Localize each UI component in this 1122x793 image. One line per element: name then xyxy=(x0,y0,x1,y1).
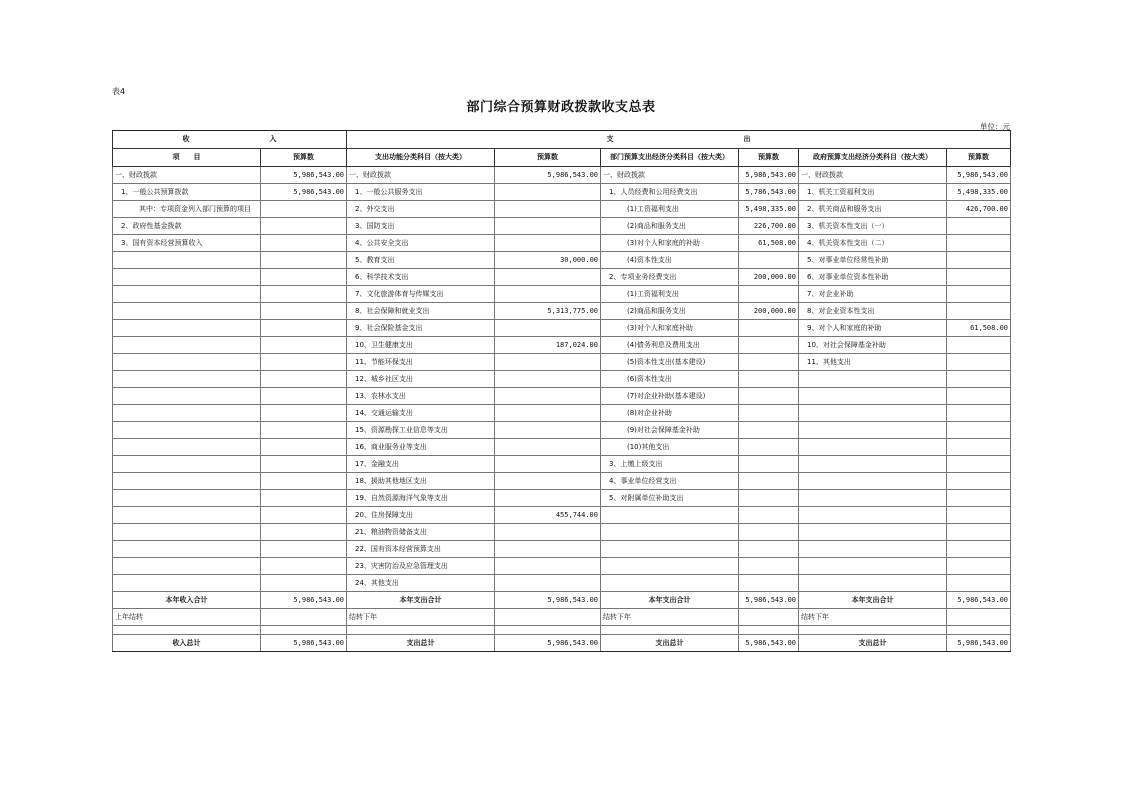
income-amount-cell xyxy=(261,354,347,371)
function-item-cell: 1、一般公共服务支出 xyxy=(347,184,495,201)
dept-econ-amount-cell xyxy=(739,609,799,626)
gov-econ-amount-cell xyxy=(947,524,1011,541)
income-amount-cell xyxy=(261,320,347,337)
function-amount-cell xyxy=(495,575,601,592)
income-item-cell xyxy=(113,439,261,456)
income-item-cell xyxy=(113,388,261,405)
function-amount-cell xyxy=(495,439,601,456)
function-item-cell: 23、灾害防治及应急管理支出 xyxy=(347,558,495,575)
table-row xyxy=(113,371,1011,388)
gov-econ-amount-cell: 5,986,543.00 xyxy=(947,592,1011,609)
budget-table xyxy=(112,130,1011,652)
gov-econ-item-cell: 5、对事业单位经常性补助 xyxy=(799,252,947,269)
dept-econ-amount-cell xyxy=(739,371,799,388)
gov-econ-amount-cell xyxy=(947,252,1011,269)
function-item-cell: 2、外交支出 xyxy=(347,201,495,218)
table-row xyxy=(113,524,1011,541)
table-row xyxy=(113,218,1011,235)
grand-total-row xyxy=(113,635,1011,652)
gov-econ-item-cell: 4、机关资本性支出（二） xyxy=(799,235,947,252)
gov-econ-amount-cell xyxy=(947,269,1011,286)
gov-econ-item-cell: 本年支出合计 xyxy=(799,592,947,609)
function-amount-cell xyxy=(495,388,601,405)
function-amount-cell xyxy=(495,269,601,286)
table-row xyxy=(113,269,1011,286)
income-amount-cell xyxy=(261,252,347,269)
dept-econ-amount-cell: 200,000.00 xyxy=(739,269,799,286)
income-item-cell xyxy=(113,473,261,490)
income-item-cell: 本年收入合计 xyxy=(113,592,261,609)
table-row xyxy=(113,286,1011,303)
function-amount-cell xyxy=(495,558,601,575)
income-item-cell: 2、政府性基金拨款 xyxy=(113,218,261,235)
dept-econ-item-cell: (4)资本性支出 xyxy=(601,252,739,269)
function-amount-cell xyxy=(495,473,601,490)
income-item-cell: 其中：专项资金列入部门预算的项目 xyxy=(113,201,261,218)
gov-econ-amount-cell xyxy=(947,490,1011,507)
gov-econ-item-cell xyxy=(799,575,947,592)
income-item-cell xyxy=(113,252,261,269)
dept-econ-amount-cell xyxy=(739,388,799,405)
function-item-cell: 4、公共安全支出 xyxy=(347,235,495,252)
gov-econ-item-cell: 8、对企业资本性支出 xyxy=(799,303,947,320)
gov-econ-amount-cell xyxy=(947,456,1011,473)
gov-econ-item-cell xyxy=(799,558,947,575)
dept-econ-amount-cell xyxy=(739,354,799,371)
function-amount-cell xyxy=(495,286,601,303)
empty-cell xyxy=(739,626,799,635)
col-header-budget: 预算数 xyxy=(947,149,1011,167)
gov-econ-amount-cell xyxy=(947,286,1011,303)
function-item-cell: 13、农林水支出 xyxy=(347,388,495,405)
dept-econ-item-cell xyxy=(601,507,739,524)
dept-econ-item-cell: (2)商品和服务支出 xyxy=(601,218,739,235)
dept-econ-item-cell xyxy=(601,524,739,541)
function-item-cell: 10、卫生健康支出 xyxy=(347,337,495,354)
dept-econ-amount-cell: 5,986,543.00 xyxy=(739,167,799,184)
col-header-budget: 预算数 xyxy=(739,149,799,167)
function-amount-cell xyxy=(495,524,601,541)
function-amount-cell: 5,986,543.00 xyxy=(495,167,601,184)
empty-cell xyxy=(495,626,601,635)
function-item-cell: 9、社会保险基金支出 xyxy=(347,320,495,337)
table-row xyxy=(113,320,1011,337)
dept-econ-item-cell: (5)资本性支出(基本建设) xyxy=(601,354,739,371)
dept-econ-amount-cell xyxy=(739,252,799,269)
income-amount-cell xyxy=(261,507,347,524)
dept-econ-item-cell xyxy=(601,558,739,575)
dept-econ-item-cell: (2)商品和服务支出 xyxy=(601,303,739,320)
function-item-cell: 20、住房保障支出 xyxy=(347,507,495,524)
income-amount-cell xyxy=(261,558,347,575)
function-item-cell: 7、文化旅游体育与传媒支出 xyxy=(347,286,495,303)
income-amount-cell xyxy=(261,490,347,507)
gov-econ-amount-cell xyxy=(947,558,1011,575)
income-amount-cell xyxy=(261,405,347,422)
income-amount-cell: 5,986,543.00 xyxy=(261,167,347,184)
function-amount-cell xyxy=(495,235,601,252)
gov-econ-item-cell: 1、机关工资福利支出 xyxy=(799,184,947,201)
income-amount-cell: 5,986,543.00 xyxy=(261,635,347,652)
dept-econ-amount-cell xyxy=(739,456,799,473)
function-amount-cell xyxy=(495,184,601,201)
dept-econ-item-cell xyxy=(601,541,739,558)
dept-econ-amount-cell xyxy=(739,541,799,558)
function-item-cell: 5、教育支出 xyxy=(347,252,495,269)
gov-econ-amount-cell xyxy=(947,218,1011,235)
function-item-cell: 14、交通运输支出 xyxy=(347,405,495,422)
dept-econ-amount-cell: 200,000.00 xyxy=(739,303,799,320)
function-item-cell: 本年支出合计 xyxy=(347,592,495,609)
income-amount-cell: 5,986,543.00 xyxy=(261,184,347,201)
dept-econ-amount-cell: 5,786,543.00 xyxy=(739,184,799,201)
dept-econ-amount-cell xyxy=(739,575,799,592)
dept-econ-item-cell: (8)对企业补助 xyxy=(601,405,739,422)
function-amount-cell xyxy=(495,456,601,473)
gov-econ-item-cell: 支出总计 xyxy=(799,635,947,652)
gov-econ-item-cell xyxy=(799,473,947,490)
gov-econ-amount-cell: 5,986,543.00 xyxy=(947,167,1011,184)
dept-econ-amount-cell: 5,986,543.00 xyxy=(739,592,799,609)
income-item-cell xyxy=(113,524,261,541)
table-row xyxy=(113,473,1011,490)
dept-econ-amount-cell: 226,700.00 xyxy=(739,218,799,235)
function-item-cell: 21、粮油物资储备支出 xyxy=(347,524,495,541)
income-amount-cell xyxy=(261,575,347,592)
income-amount-cell: 5,986,543.00 xyxy=(261,592,347,609)
function-item-cell: 结转下年 xyxy=(347,609,495,626)
dept-econ-item-cell: (4)债务利息及费用支出 xyxy=(601,337,739,354)
function-item-cell: 17、金融支出 xyxy=(347,456,495,473)
gov-econ-amount-cell: 5,498,335.00 xyxy=(947,184,1011,201)
income-amount-cell xyxy=(261,439,347,456)
empty-cell xyxy=(947,626,1011,635)
gov-econ-item-cell: 2、机关商品和服务支出 xyxy=(799,201,947,218)
col-header-budget: 预算数 xyxy=(495,149,601,167)
dept-econ-amount-cell xyxy=(739,507,799,524)
dept-econ-amount-cell xyxy=(739,558,799,575)
income-amount-cell xyxy=(261,269,347,286)
gov-econ-item-cell: 11、其他支出 xyxy=(799,354,947,371)
function-amount-cell xyxy=(495,405,601,422)
col-header-item: 项 目 xyxy=(113,149,261,167)
gov-econ-amount-cell xyxy=(947,575,1011,592)
gov-econ-item-cell xyxy=(799,405,947,422)
dept-econ-amount-cell: 5,498,335.00 xyxy=(739,201,799,218)
section-header-row xyxy=(113,131,1011,149)
gov-econ-amount-cell xyxy=(947,388,1011,405)
income-item-cell xyxy=(113,320,261,337)
function-item-cell: 22、国有资本经营预算支出 xyxy=(347,541,495,558)
dept-econ-amount-cell xyxy=(739,524,799,541)
function-item-cell: 一、财政拨款 xyxy=(347,167,495,184)
income-section-header xyxy=(113,131,347,149)
income-item-cell xyxy=(113,303,261,320)
table-row xyxy=(113,541,1011,558)
gov-econ-amount-cell xyxy=(947,422,1011,439)
income-header-left: 收 xyxy=(182,135,190,143)
dept-econ-amount-cell: 61,508.00 xyxy=(739,235,799,252)
table-row xyxy=(113,575,1011,592)
expense-header-right: 出 xyxy=(743,135,751,143)
col-header-dept-econ-class: 部门预算支出经济分类科目（按大类） xyxy=(601,149,739,167)
function-item-cell: 24、其他支出 xyxy=(347,575,495,592)
column-header-row xyxy=(113,149,1011,167)
dept-econ-amount-cell: 5,986,543.00 xyxy=(739,635,799,652)
income-amount-cell xyxy=(261,371,347,388)
income-amount-cell xyxy=(261,422,347,439)
page-title: 部门综合预算财政拨款收支总表 xyxy=(466,100,656,115)
dept-econ-amount-cell xyxy=(739,286,799,303)
expense-header-left: 支 xyxy=(606,135,614,143)
dept-econ-item-cell: 2、专项业务经费支出 xyxy=(601,269,739,286)
function-amount-cell: 30,000.00 xyxy=(495,252,601,269)
function-item-cell: 12、城乡社区支出 xyxy=(347,371,495,388)
empty-cell xyxy=(799,626,947,635)
gov-econ-amount-cell xyxy=(947,473,1011,490)
income-item-cell xyxy=(113,507,261,524)
gov-econ-amount-cell: 426,700.00 xyxy=(947,201,1011,218)
gov-econ-item-cell: 7、对企业补助 xyxy=(799,286,947,303)
function-amount-cell xyxy=(495,371,601,388)
income-item-cell xyxy=(113,490,261,507)
table-row xyxy=(113,252,1011,269)
function-item-cell: 支出总计 xyxy=(347,635,495,652)
income-amount-cell xyxy=(261,388,347,405)
gov-econ-amount-cell xyxy=(947,303,1011,320)
dept-econ-item-cell: 4、事业单位经营支出 xyxy=(601,473,739,490)
income-item-cell xyxy=(113,286,261,303)
col-header-gov-econ-class: 政府预算支出经济分类科目（按大类） xyxy=(799,149,947,167)
carry-over-row xyxy=(113,609,1011,626)
function-amount-cell xyxy=(495,609,601,626)
income-item-cell xyxy=(113,541,261,558)
function-item-cell: 8、社会保障和就业支出 xyxy=(347,303,495,320)
gov-econ-item-cell xyxy=(799,507,947,524)
income-amount-cell xyxy=(261,218,347,235)
function-item-cell: 11、节能环保支出 xyxy=(347,354,495,371)
gov-econ-item-cell: 3、机关资本性支出（一） xyxy=(799,218,947,235)
table-row xyxy=(113,184,1011,201)
income-amount-cell xyxy=(261,609,347,626)
income-amount-cell xyxy=(261,337,347,354)
function-amount-cell xyxy=(495,201,601,218)
dept-econ-item-cell: (6)资本性支出 xyxy=(601,371,739,388)
table-row xyxy=(113,490,1011,507)
income-amount-cell xyxy=(261,541,347,558)
col-header-function-class: 支出功能分类科目（按大类） xyxy=(347,149,495,167)
function-amount-cell: 5,986,543.00 xyxy=(495,592,601,609)
gov-econ-amount-cell: 61,508.00 xyxy=(947,320,1011,337)
gov-econ-item-cell xyxy=(799,541,947,558)
empty-cell xyxy=(261,626,347,635)
gov-econ-item-cell xyxy=(799,490,947,507)
gov-econ-amount-cell xyxy=(947,439,1011,456)
table-row xyxy=(113,303,1011,320)
income-item-cell xyxy=(113,422,261,439)
gov-econ-item-cell xyxy=(799,439,947,456)
dept-econ-item-cell: 支出总计 xyxy=(601,635,739,652)
year-total-row xyxy=(113,592,1011,609)
function-item-cell: 16、商业服务业等支出 xyxy=(347,439,495,456)
function-amount-cell xyxy=(495,320,601,337)
income-header-right: 入 xyxy=(269,135,277,143)
table-row xyxy=(113,235,1011,252)
gov-econ-item-cell xyxy=(799,524,947,541)
gov-econ-amount-cell xyxy=(947,507,1011,524)
gov-econ-amount-cell xyxy=(947,235,1011,252)
dept-econ-item-cell: (9)对社会保障基金补助 xyxy=(601,422,739,439)
dept-econ-item-cell: 3、上缴上级支出 xyxy=(601,456,739,473)
gov-econ-item-cell xyxy=(799,371,947,388)
income-amount-cell xyxy=(261,201,347,218)
function-amount-cell: 5,986,543.00 xyxy=(495,635,601,652)
income-item-cell xyxy=(113,354,261,371)
income-amount-cell xyxy=(261,303,347,320)
dept-econ-amount-cell xyxy=(739,439,799,456)
income-amount-cell xyxy=(261,473,347,490)
dept-econ-item-cell: (3)对个人和家庭的补助 xyxy=(601,235,739,252)
function-amount-cell xyxy=(495,354,601,371)
income-item-cell xyxy=(113,337,261,354)
dept-econ-amount-cell xyxy=(739,405,799,422)
dept-econ-item-cell: (10)其他支出 xyxy=(601,439,739,456)
dept-econ-amount-cell xyxy=(739,337,799,354)
empty-cell xyxy=(113,626,261,635)
dept-econ-item-cell: (7)对企业补助(基本建设) xyxy=(601,388,739,405)
dept-econ-item-cell: (1)工资福利支出 xyxy=(601,201,739,218)
dept-econ-item-cell: 结转下年 xyxy=(601,609,739,626)
table-row xyxy=(113,201,1011,218)
function-amount-cell: 187,024.00 xyxy=(495,337,601,354)
income-item-cell xyxy=(113,456,261,473)
gov-econ-item-cell xyxy=(799,456,947,473)
gov-econ-amount-cell xyxy=(947,371,1011,388)
gov-econ-item-cell: 结转下年 xyxy=(799,609,947,626)
function-amount-cell xyxy=(495,490,601,507)
unit-label: 单位：元 xyxy=(980,122,1010,131)
function-amount-cell: 455,744.00 xyxy=(495,507,601,524)
table-row xyxy=(113,337,1011,354)
gov-econ-amount-cell xyxy=(947,405,1011,422)
income-amount-cell xyxy=(261,286,347,303)
gov-econ-amount-cell: 5,986,543.00 xyxy=(947,635,1011,652)
table-row xyxy=(113,507,1011,524)
dept-econ-item-cell: (1)工资福利支出 xyxy=(601,286,739,303)
table-row xyxy=(113,456,1011,473)
dept-econ-item-cell: (3)对个人和家庭补助 xyxy=(601,320,739,337)
income-item-cell xyxy=(113,269,261,286)
function-item-cell: 18、援助其他地区支出 xyxy=(347,473,495,490)
dept-econ-item-cell xyxy=(601,575,739,592)
function-item-cell: 15、资源勘探工业信息等支出 xyxy=(347,422,495,439)
empty-cell xyxy=(601,626,739,635)
income-amount-cell xyxy=(261,524,347,541)
income-item-cell: 一、财政拨款 xyxy=(113,167,261,184)
col-header-budget: 预算数 xyxy=(261,149,347,167)
income-amount-cell xyxy=(261,235,347,252)
gov-econ-item-cell: 一、财政拨款 xyxy=(799,167,947,184)
income-item-cell xyxy=(113,405,261,422)
empty-cell xyxy=(347,626,495,635)
function-item-cell: 3、国防支出 xyxy=(347,218,495,235)
table-row xyxy=(113,558,1011,575)
gov-econ-item-cell: 9、对个人和家庭的补助 xyxy=(799,320,947,337)
gov-econ-item-cell xyxy=(799,388,947,405)
dept-econ-amount-cell xyxy=(739,490,799,507)
function-amount-cell xyxy=(495,541,601,558)
dept-econ-item-cell: 1、人员经费和公用经费支出 xyxy=(601,184,739,201)
income-item-cell: 收入总计 xyxy=(113,635,261,652)
function-amount-cell xyxy=(495,422,601,439)
spacer-row xyxy=(113,626,1011,635)
gov-econ-amount-cell xyxy=(947,337,1011,354)
dept-econ-amount-cell xyxy=(739,473,799,490)
dept-econ-item-cell: 5、对附属单位补助支出 xyxy=(601,490,739,507)
table-row xyxy=(113,354,1011,371)
dept-econ-amount-cell xyxy=(739,422,799,439)
gov-econ-amount-cell xyxy=(947,354,1011,371)
function-item-cell: 19、自然资源海洋气象等支出 xyxy=(347,490,495,507)
table-number: 表4 xyxy=(112,87,126,96)
income-item-cell xyxy=(113,371,261,388)
table-row xyxy=(113,405,1011,422)
function-amount-cell: 5,313,775.00 xyxy=(495,303,601,320)
function-item-cell: 6、科学技术支出 xyxy=(347,269,495,286)
table-row xyxy=(113,439,1011,456)
table-row xyxy=(113,167,1011,184)
dept-econ-amount-cell xyxy=(739,320,799,337)
income-item-cell: 1、一般公共预算拨款 xyxy=(113,184,261,201)
table-row xyxy=(113,388,1011,405)
function-amount-cell xyxy=(495,218,601,235)
income-item-cell: 上年结转 xyxy=(113,609,261,626)
gov-econ-item-cell: 6、对事业单位资本性补助 xyxy=(799,269,947,286)
income-item-cell: 3、国有资本经营预算收入 xyxy=(113,235,261,252)
expense-section-header xyxy=(347,131,1011,149)
dept-econ-item-cell: 一、财政拨款 xyxy=(601,167,739,184)
gov-econ-amount-cell xyxy=(947,609,1011,626)
income-item-cell xyxy=(113,575,261,592)
gov-econ-amount-cell xyxy=(947,541,1011,558)
income-item-cell xyxy=(113,558,261,575)
gov-econ-item-cell xyxy=(799,422,947,439)
table-row xyxy=(113,422,1011,439)
gov-econ-item-cell: 10、对社会保障基金补助 xyxy=(799,337,947,354)
income-amount-cell xyxy=(261,456,347,473)
dept-econ-item-cell: 本年支出合计 xyxy=(601,592,739,609)
